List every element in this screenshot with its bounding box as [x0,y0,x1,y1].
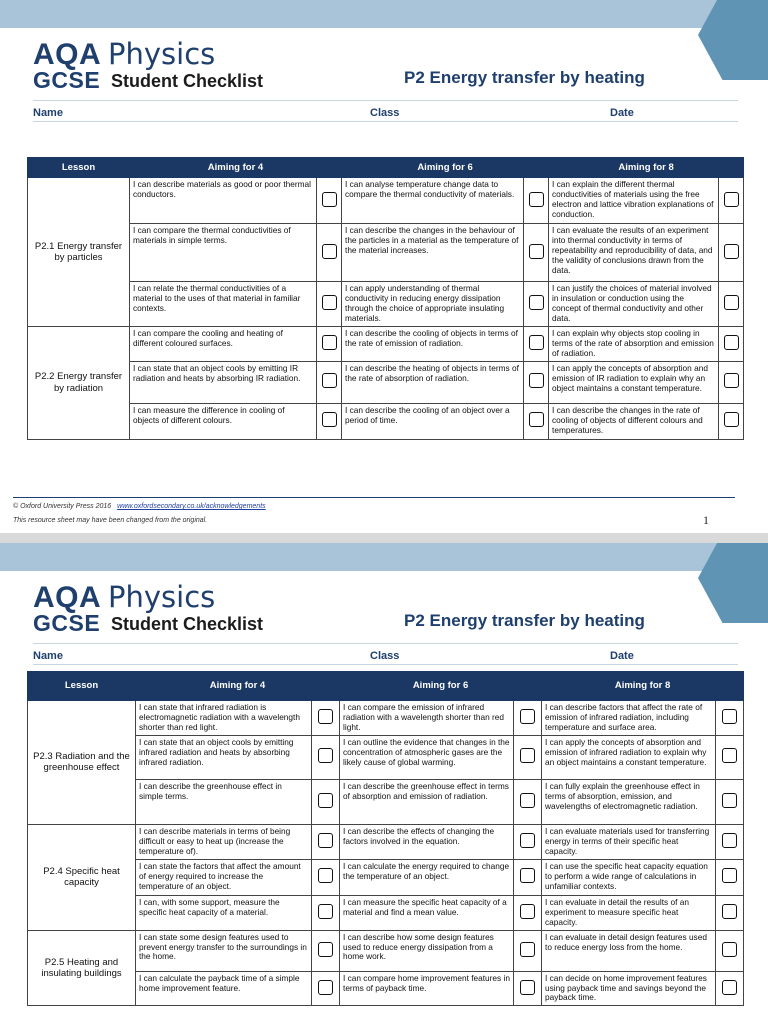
criterion-aiming-8: I can describe factors that affect the rate of emission of infrared radiation, including temperature and surface area. [542,701,716,736]
table-row [28,779,744,824]
checkbox[interactable] [322,295,337,310]
checkbox-cell [524,178,549,224]
table-row [28,361,744,403]
checkbox[interactable] [520,904,535,919]
date-field-label: Date [610,650,634,662]
criterion-aiming-4: I can relate the thermal conductivities of a material to the uses of that material in familiar contexts. [130,282,317,327]
checkbox[interactable] [529,335,544,350]
criterion-aiming-4: I can calculate the payback time of a simple home improvement feature. [136,971,312,1006]
criterion-aiming-8: I can use the specific heat capacity equation to perform a wide range of calculations in unfamiliar contexts. [542,859,716,895]
topic-title: P2 Energy transfer by heating [404,68,645,87]
lesson-cell: P2.5 Heating and insulating buildings [28,930,136,1006]
checkbox[interactable] [722,868,737,883]
criterion-aiming-4: I can state that an object cools by emitting infrared radiation and heats by absorbing infrared radiation. [136,735,312,779]
checkbox-cell [524,326,549,361]
criterion-aiming-8: I can explain the different thermal conductivities of materials using the free electron and lattice vibration explanations of conduction. [549,178,719,224]
checkbox-cell [716,824,744,859]
checkbox[interactable] [318,868,333,883]
table-row [28,178,744,224]
checkbox-cell [524,403,549,439]
checkbox-cell [716,971,744,1006]
criterion-aiming-6: I can describe the changes in the behaviour of the particles in a material as the temperature of the material increases. [342,224,524,282]
checkbox[interactable] [724,192,739,207]
checkbox[interactable] [520,793,535,808]
checkbox-cell [317,326,342,361]
checkbox-cell [716,779,744,824]
level-label: GCSE [33,67,101,93]
checkbox-cell [716,930,744,971]
lesson-cell: P2.4 Specific heat capacity [28,824,136,930]
criterion-aiming-4: I can state that an object cools by emitting IR radiation and heats by absorbing IR radiation. [130,361,317,403]
checkbox[interactable] [724,244,739,259]
checkbox[interactable] [724,335,739,350]
criterion-aiming-6: I can compare the emission of infrared radiation with a wavelength shorter than red light. [340,701,514,736]
header-chevron [698,543,768,623]
table-row [28,971,744,1006]
checklist-subtitle: Student Checklist [111,71,264,91]
divider [33,100,738,101]
checkbox-cell [524,361,549,403]
criterion-aiming-8: I can evaluate the results of an experiment into thermal conductivity in terms of repeatability and reproducibility of data, and the validity of conclusions drawn from the data. [549,224,719,282]
checkbox-cell [716,895,744,930]
checkbox-cell [312,779,340,824]
checkbox-cell [312,824,340,859]
checkbox[interactable] [520,980,535,995]
criterion-aiming-6: I can describe how some design features used to reduce energy dissipation from a home work. [340,930,514,971]
checkbox[interactable] [722,709,737,724]
criterion-aiming-6: I can analyse temperature change data to compare the thermal conductivity of materials. [342,178,524,224]
checkbox[interactable] [529,244,544,259]
checkbox[interactable] [520,942,535,957]
checkbox[interactable] [520,709,535,724]
checklist-table [27,157,744,440]
checkbox-cell [514,824,542,859]
table-row [28,282,744,327]
checkbox-cell [719,361,744,403]
checkbox[interactable] [529,192,544,207]
checkbox[interactable] [529,373,544,388]
acknowledgements-link[interactable]: www.oxfordsecondary.co.uk/acknowledgements [117,503,266,510]
criterion-aiming-6: I can describe the greenhouse effect in terms of absorption and emission of radiation. [340,779,514,824]
checkbox[interactable] [529,295,544,310]
criterion-aiming-6: I can describe the cooling of an object over a period of time. [342,403,524,439]
checkbox-cell [317,282,342,327]
criterion-aiming-4: I can state some design features used to prevent energy transfer to the surroundings in the home. [136,930,312,971]
table-row [28,701,744,736]
page-number: 1 [703,513,709,527]
criterion-aiming-8: I can evaluate in detail design features used to reduce energy loss from the home. [542,930,716,971]
checkbox-cell [716,859,744,895]
checklist-table [27,671,744,1006]
checkbox[interactable] [322,192,337,207]
criterion-aiming-8: I can justify the choices of material involved in insulation or conduction using the concept of thermal conductivity and other data. [549,282,719,327]
footer-rule [13,497,735,498]
checkbox[interactable] [722,793,737,808]
criterion-aiming-6: I can measure the specific heat capacity of a material and find a mean value. [340,895,514,930]
checkbox-cell [317,403,342,439]
checkbox-cell [317,224,342,282]
checkbox[interactable] [318,833,333,848]
checkbox[interactable] [722,942,737,957]
checkbox-cell [312,971,340,1006]
checkbox-cell [317,361,342,403]
header-band [0,543,768,571]
criterion-aiming-4: I can, with some support, measure the specific heat capacity of a material. [136,895,312,930]
checkbox-cell [719,403,744,439]
table-row [28,735,744,779]
table-row [28,930,744,971]
checkbox[interactable] [318,904,333,919]
checkbox-cell [716,735,744,779]
criterion-aiming-6: I can describe the effects of changing the factors involved in the equation. [340,824,514,859]
column-header-lesson: Lesson [28,672,136,701]
checkbox[interactable] [529,412,544,427]
checkbox[interactable] [722,833,737,848]
checkbox-cell [514,735,542,779]
criterion-aiming-6: I can apply understanding of thermal conductivity in reducing energy dissipation through the choice of appropriate insulating materials. [342,282,524,327]
column-header-lesson: Lesson [28,158,130,178]
criterion-aiming-8: I can explain why objects stop cooling in terms of the rate of absorption and emission of radiation. [549,326,719,361]
checkbox[interactable] [322,412,337,427]
checkbox-cell [312,701,340,736]
checkbox[interactable] [724,412,739,427]
checkbox-cell [524,224,549,282]
table-row [28,859,744,895]
checkbox[interactable] [318,980,333,995]
checkbox[interactable] [520,868,535,883]
criterion-aiming-6: I can outline the evidence that changes in the concentration of atmospheric gases are the likely cause of global warming. [340,735,514,779]
criterion-aiming-6: I can describe the cooling of objects in terms of the rate of emission of radiation. [342,326,524,361]
checkbox-cell [514,971,542,1006]
checkbox[interactable] [722,748,737,763]
table-row [28,326,744,361]
date-field-label: Date [610,107,634,119]
column-header-aiming-4: Aiming for 4 [136,672,340,701]
criterion-aiming-8: I can decide on home improvement features using payback time and savings beyond the payback time. [542,971,716,1006]
criterion-aiming-8: I can apply the concepts of absorption and emission of infrared radiation to explain why an object maintains a constant temperature. [542,735,716,779]
checkbox-cell [312,895,340,930]
class-field-label: Class [370,650,400,662]
column-header-aiming-4: Aiming for 4 [130,158,342,178]
criterion-aiming-4: I can measure the difference in cooling of objects of different colours. [130,403,317,439]
criterion-aiming-4: I can describe materials in terms of being difficult or easy to heat up (increase the temperature of). [136,824,312,859]
column-header-aiming-8: Aiming for 8 [549,158,744,178]
checkbox-cell [514,895,542,930]
divider [33,121,738,122]
checkbox-cell [719,326,744,361]
column-header-aiming-6: Aiming for 6 [342,158,549,178]
checkbox-cell [514,930,542,971]
criterion-aiming-6: I can compare home improvement features in terms of payback time. [340,971,514,1006]
checkbox-cell [514,779,542,824]
checkbox[interactable] [322,335,337,350]
header-band [0,0,768,28]
criterion-aiming-4: I can compare the cooling and heating of different coloured surfaces. [130,326,317,361]
criterion-aiming-8: I can evaluate materials used for transferring energy in terms of their specific heat capacity. [542,824,716,859]
column-header-aiming-8: Aiming for 8 [542,672,744,701]
checkbox-cell [719,224,744,282]
table-row [28,824,744,859]
checkbox[interactable] [520,748,535,763]
name-field-label: Name [33,650,63,662]
checkbox-cell [719,282,744,327]
subject-title: Physics [108,37,216,71]
checkbox[interactable] [318,709,333,724]
checklist-page-2 [0,543,768,1024]
checkbox[interactable] [520,833,535,848]
checkbox[interactable] [322,373,337,388]
footer-copyright [13,503,266,510]
footer-note: This resource sheet may have been changed from the original. [13,517,208,524]
criterion-aiming-6: I can calculate the energy required to change the temperature of an object. [340,859,514,895]
checkbox[interactable] [318,942,333,957]
header-chevron [698,0,768,80]
divider [33,643,738,644]
column-header-aiming-6: Aiming for 6 [340,672,542,701]
checkbox[interactable] [722,980,737,995]
name-field-label: Name [33,107,63,119]
table-row [28,403,744,439]
lesson-cell: P2.2 Energy transfer by radiation [28,326,130,439]
checkbox[interactable] [322,244,337,259]
checkbox[interactable] [722,904,737,919]
level-label: GCSE [33,610,101,636]
checkbox-cell [514,701,542,736]
criterion-aiming-8: I can fully explain the greenhouse effect in terms of absorption, emission, and wavelengths of electromagnetic radiation. [542,779,716,824]
criterion-aiming-4: I can describe materials as good or poor thermal conductors. [130,178,317,224]
subject-title: Physics [108,580,216,614]
criterion-aiming-4: I can compare the thermal conductivities of materials in simple terms. [130,224,317,282]
checkbox-cell [719,178,744,224]
criterion-aiming-4: I can state that infrared radiation is electromagnetic radiation with a wavelength shorter than red light. [136,701,312,736]
criterion-aiming-8: I can evaluate in detail the results of an experiment to measure specific heat capacity. [542,895,716,930]
criterion-aiming-4: I can describe the greenhouse effect in simple terms. [136,779,312,824]
checkbox-cell [514,859,542,895]
topic-title: P2 Energy transfer by heating [404,611,645,630]
checkbox[interactable] [318,793,333,808]
table-row [28,224,744,282]
checklist-subtitle: Student Checklist [111,614,264,634]
lesson-cell: P2.1 Energy transfer by particles [28,178,130,327]
criterion-aiming-8: I can apply the concepts of absorption and emission of IR radiation to explain why an object maintains a constant temperature. [549,361,719,403]
brand-logo: AQA [33,581,102,614]
table-row [28,895,744,930]
checkbox-cell [312,735,340,779]
criterion-aiming-8: I can describe the changes in the rate of cooling of objects of different colours and temperatures. [549,403,719,439]
checkbox[interactable] [724,373,739,388]
checkbox-cell [716,701,744,736]
copyright-text: © Oxford University Press 2016 [13,503,112,510]
checkbox-cell [317,178,342,224]
criterion-aiming-4: I can state the factors that affect the amount of energy required to increase the temperature of an object. [136,859,312,895]
divider [33,664,738,665]
brand-logo: AQA [33,38,102,71]
checkbox-cell [312,930,340,971]
checkbox[interactable] [318,748,333,763]
checkbox[interactable] [724,295,739,310]
criterion-aiming-6: I can describe the heating of objects in terms of the rate of absorption of radiation. [342,361,524,403]
lesson-cell: P2.3 Radiation and the greenhouse effect [28,701,136,825]
class-field-label: Class [370,107,400,119]
checkbox-cell [524,282,549,327]
checkbox-cell [312,859,340,895]
